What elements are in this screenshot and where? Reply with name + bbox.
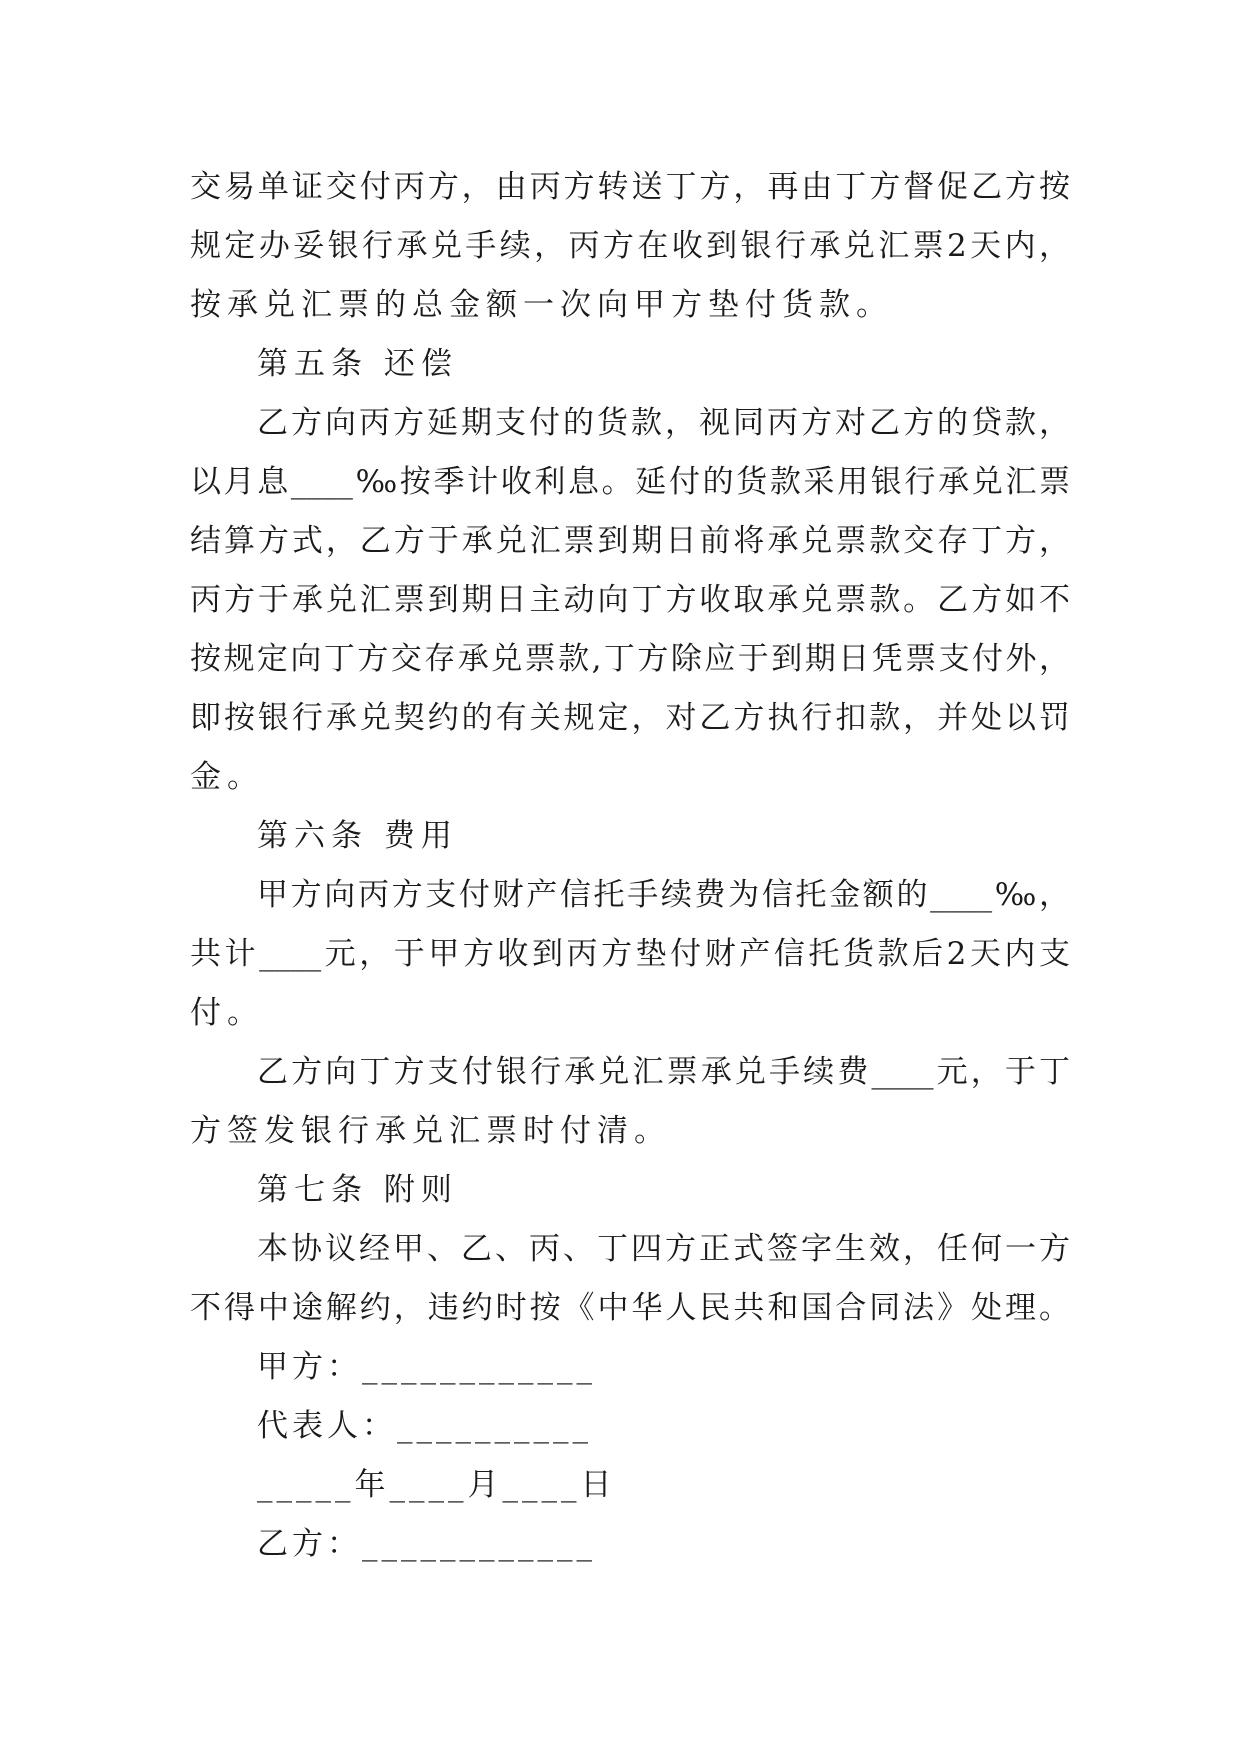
paragraph-line: 方签发银行承兑汇票时付清。 [190, 1113, 671, 1149]
signature-party-a: 甲方：____________ [257, 1349, 596, 1385]
signature-date: _____年____月____日 [257, 1467, 616, 1503]
paragraph-line: 即按银行承兑契约的有关规定，对乙方执行扣款，并处以罚 [190, 700, 1070, 736]
section-heading: 第七条 附则 [257, 1172, 458, 1208]
signature-party-b: 乙方：____________ [257, 1526, 596, 1562]
paragraph-line: 不得中途解约，违约时按《中华人民共和国合同法》处理。 [190, 1290, 1070, 1326]
paragraph-line: 结算方式，乙方于承兑汇票到期日前将承兑票款交存丁方， [190, 523, 1070, 559]
section-heading: 第五条 还偿 [257, 346, 458, 382]
paragraph-line: 付。 [190, 995, 264, 1031]
paragraph-line: 共计____元，于甲方收到丙方垫付财产信托货款后2天内支 [190, 936, 1070, 972]
document-body [190, 158, 1070, 1574]
signature-representative: 代表人：__________ [257, 1408, 592, 1444]
paragraph-line: 甲方向丙方支付财产信托手续费为信托金额的____‰， [257, 877, 1070, 913]
paragraph-line: 丙方于承兑汇票到期日主动向丁方收取承兑票款。乙方如不 [190, 582, 1070, 618]
paragraph-line: 交易单证交付丙方，由丙方转送丁方，再由丁方督促乙方按 [190, 169, 1070, 205]
paragraph-line: 按规定向丁方交存承兑票款,丁方除应于到期日凭票支付外， [190, 641, 1070, 677]
paragraph-line: 规定办妥银行承兑手续，丙方在收到银行承兑汇票2天内， [190, 228, 1070, 264]
paragraph-line: 乙方向丙方延期支付的货款，视同丙方对乙方的贷款， [257, 405, 1070, 441]
paragraph-line: 乙方向丁方支付银行承兑汇票承兑手续费____元，于丁 [257, 1054, 1070, 1090]
paragraph-line: 金。 [190, 759, 264, 795]
section-heading: 第六条 费用 [257, 818, 458, 854]
paragraph-line: 本协议经甲、乙、丙、丁四方正式签字生效，任何一方 [257, 1231, 1070, 1267]
paragraph-line: 按承兑汇票的总金额一次向甲方垫付货款。 [190, 287, 893, 323]
paragraph-line: 以月息____‰按季计收利息。延付的货款采用银行承兑汇票 [190, 464, 1070, 500]
